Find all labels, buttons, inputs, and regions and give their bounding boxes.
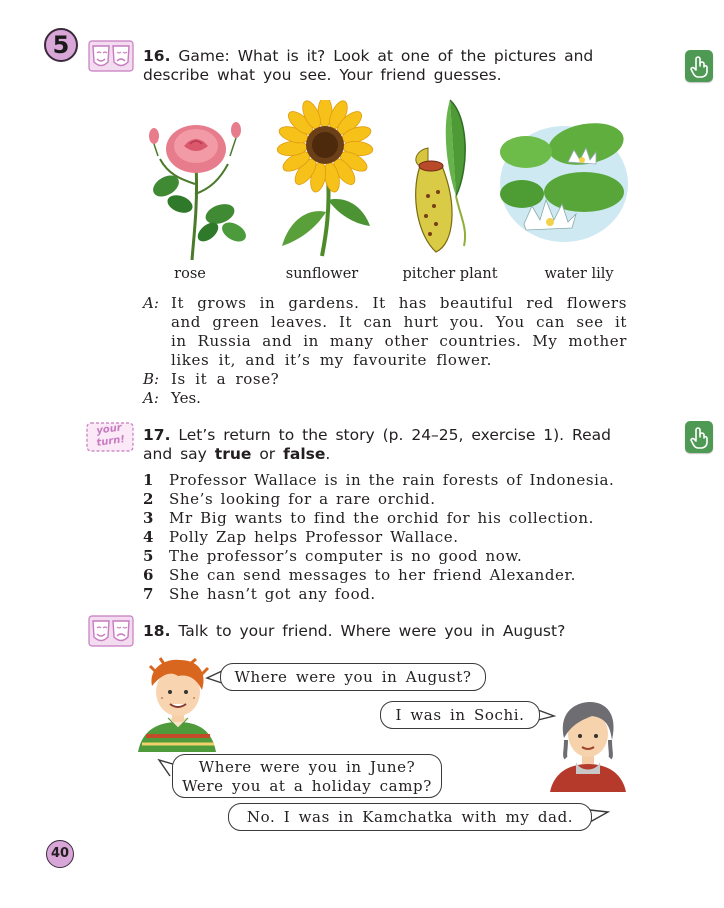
exercise-17-number: 17.	[143, 426, 171, 444]
list-item: 3 Mr Big wants to find the orchid for his collection.	[143, 509, 595, 527]
exercise-18-number: 18.	[143, 622, 171, 640]
speaker: A:	[143, 294, 159, 312]
speech-bubble-3-line-1: Where were you in June?	[198, 758, 416, 776]
your-turn-badge: your turn!	[86, 422, 134, 452]
list-item: 2 She’s looking for a rare orchid.	[143, 490, 436, 508]
label-rose: rose	[174, 266, 206, 282]
period: .	[325, 445, 331, 463]
exercise-16-number: 16.	[143, 47, 171, 65]
speech-bubble-2: I was in Sochi.	[380, 701, 540, 729]
label-water-lily: water lily	[544, 266, 614, 282]
true-word: true	[214, 445, 252, 463]
list-item: 7 She hasn’t got any food.	[143, 585, 376, 603]
speaker: B:	[143, 370, 160, 388]
or-word: or	[259, 445, 276, 463]
dialog-text: Is it a rose?	[171, 370, 280, 388]
false-word: false	[283, 445, 326, 463]
list-item: 5 The professor’s computer is no good now.	[143, 547, 523, 565]
speech-bubble-4: No. I was in Kamchatka with my dad.	[228, 803, 592, 831]
unit-badge: 5	[44, 28, 78, 62]
exercise-18-text: Talk to your friend. Where were you in August?	[178, 622, 566, 640]
speaker: A:	[143, 389, 159, 407]
list-item: 4 Polly Zap helps Professor Wallace.	[143, 528, 459, 546]
label-pitcher-plant: pitcher plant	[402, 266, 498, 282]
speech-bubble-3	[172, 754, 442, 798]
speech-bubble-1: Where were you in August?	[220, 663, 486, 691]
list-item: 1 Professor Wallace is in the rain forests of Indonesia.	[143, 471, 615, 489]
list-item: 6 She can send messages to her friend Alexander.	[143, 566, 577, 584]
label-sunflower: sunflower	[285, 266, 359, 282]
speech-bubble-3-line-2: Were you at a holiday camp?	[182, 777, 432, 795]
dialog-text: It grows in gardens. It has beautiful red flowers and green leaves. It can hurt you. You can see it in Russia and in many other countries. My mother likes it, and it’s my favourite flower.	[171, 294, 627, 369]
exercise-16-text: Game: What is it? Look at one of the pictures and describe what you see. Your friend guesses.	[143, 47, 594, 84]
exercise-17-text: Let’s return to the story (p. 24–25, exercise 1). Read and say	[143, 426, 611, 463]
page-number: 40	[46, 840, 74, 868]
dialog-text: Yes.	[171, 389, 201, 407]
